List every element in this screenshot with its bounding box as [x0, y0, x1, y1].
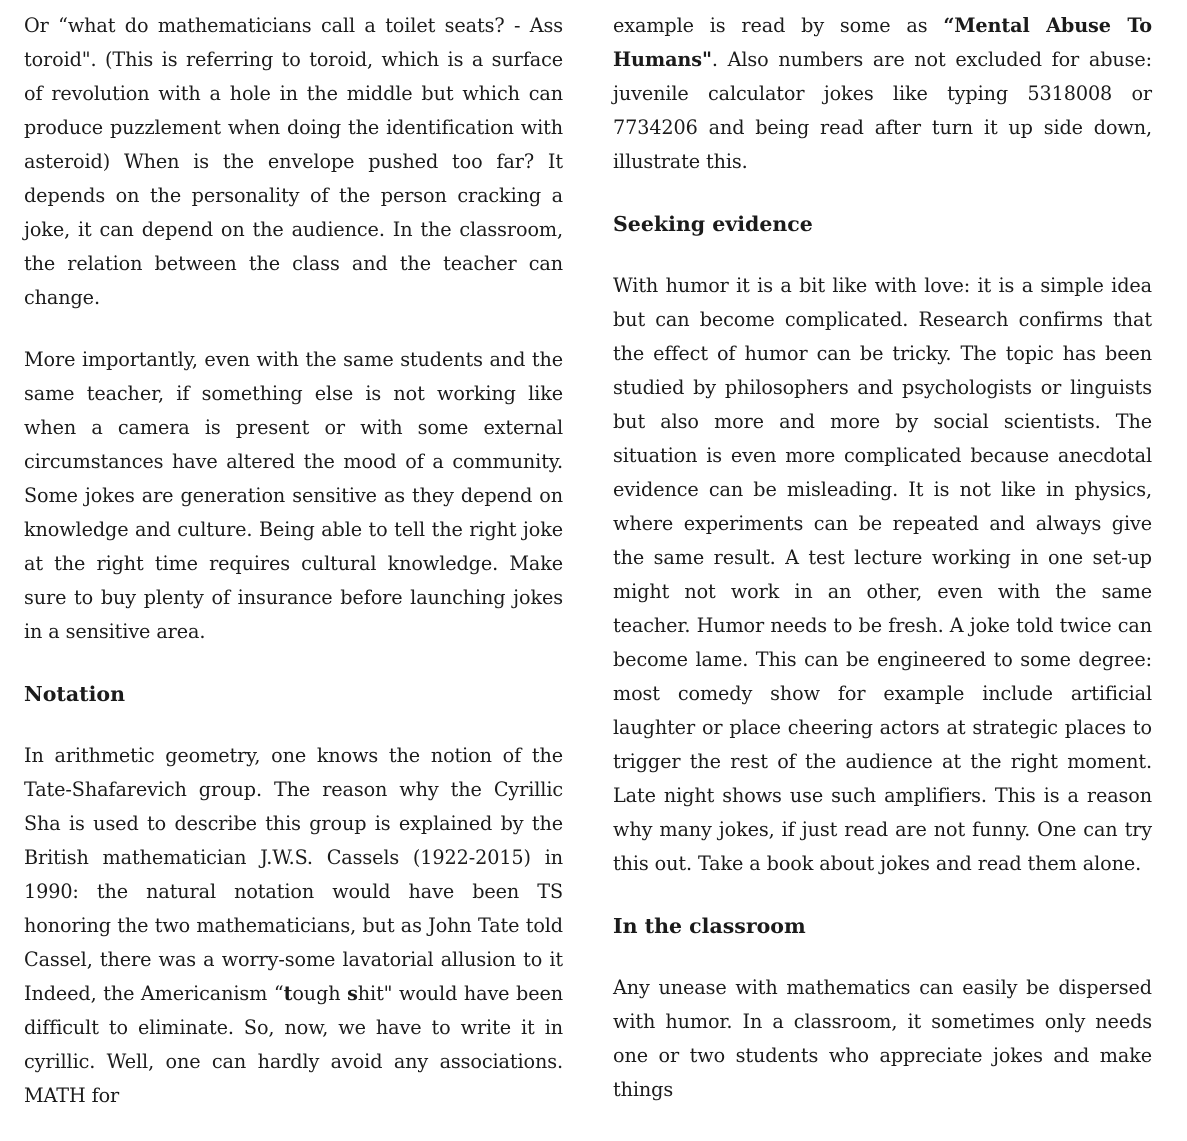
paragraph	[613, 269, 1152, 881]
text-run: Or “what do mathematicians call a toilet seats? - Ass toroid". (This is referring to toroid, which is a surface of revolution with a hole in the middle but which can produce puzzlement when doing the identification with asteroid) When is the envelope pushed too far? It depends on the personality of the person cracking a joke, it can depend on the audience. In the classroom, the relation between the class and the teacher can change.	[24, 14, 563, 309]
text-run: Any unease with mathematics can easily be dispersed with humor. In a classroom, it sometimes only needs one or two students who appreciate jokes and make things	[613, 976, 1152, 1101]
text-run: With humor it is a bit like with love: it is a simple idea but can become complicated. Research confirms that the effect of humor can be tricky. The topic has been studied by philosophers and psychologists or linguists but also more and more by social scientists. The situation is even more complicated because anecdotal evidence can be misleading. It is not like in physics, where experiments can be repeated and always give the same result. A test lecture working in one set-up might not work in an other, even with the same teacher. Humor needs to be fresh. A joke told twice can become lame. This can be engineered to some degree: most comedy show for example include artificial laughter or place cheering actors at strategic places to trigger the rest of the audience at the right moment. Late night shows use such amplifiers. This is a reason why many jokes, if just read are not funny. One can try this out. Take a book about jokes and read them alone.	[613, 274, 1152, 875]
text-column-left	[24, 0, 563, 1141]
section-heading: Seeking evidence	[613, 212, 813, 236]
text-column-right	[613, 0, 1152, 1135]
paragraph	[613, 9, 1152, 179]
text-run: More importantly, even with the same students and the same teacher, if something else is not working like when a camera is present or with some external circumstances have altered the mood of a community. Some jokes are generation sensitive as they depend on knowledge and culture. Being able to tell the right joke at the right time requires cultural knowledge. Make sure to buy plenty of insurance before launching jokes in a sensitive area.	[24, 348, 563, 643]
paragraph	[24, 343, 563, 649]
section-heading: Notation	[24, 682, 125, 706]
text-run: In arithmetic geometry, one knows the notion of the Tate-Shafarevich group. The reason why the Cyrillic Sha is used to describe this group is explained by the British mathematician J.W.S. Cassels (1922-2015) in 1990: the natural notation would have been TS honoring the two mathematicians, but as John Tate told Cassel, there was a worry-some lavatorial allusion to it Indeed, the Americanism “	[24, 744, 563, 1005]
section-heading: In the classroom	[613, 914, 806, 938]
text-run: hit" would have been difficult to eliminate. So, now, we have to write it in cyrillic. Well, one can hardly avoid any associations. MATH for	[24, 982, 563, 1107]
bold-text-run: “Mental Abuse To Humans"	[613, 14, 1152, 71]
paragraph	[24, 9, 563, 315]
text-run: ough	[292, 982, 348, 1005]
bold-text-run: t	[283, 982, 293, 1005]
bold-text-run: s	[347, 982, 358, 1005]
paragraph	[613, 971, 1152, 1107]
text-run: example is read by some as	[613, 14, 944, 37]
text-run: . Also numbers are not excluded for abuse: juvenile calculator jokes like typing 5318008 or 7734206 and being read after turn it up side down, illustrate this.	[613, 48, 1152, 173]
